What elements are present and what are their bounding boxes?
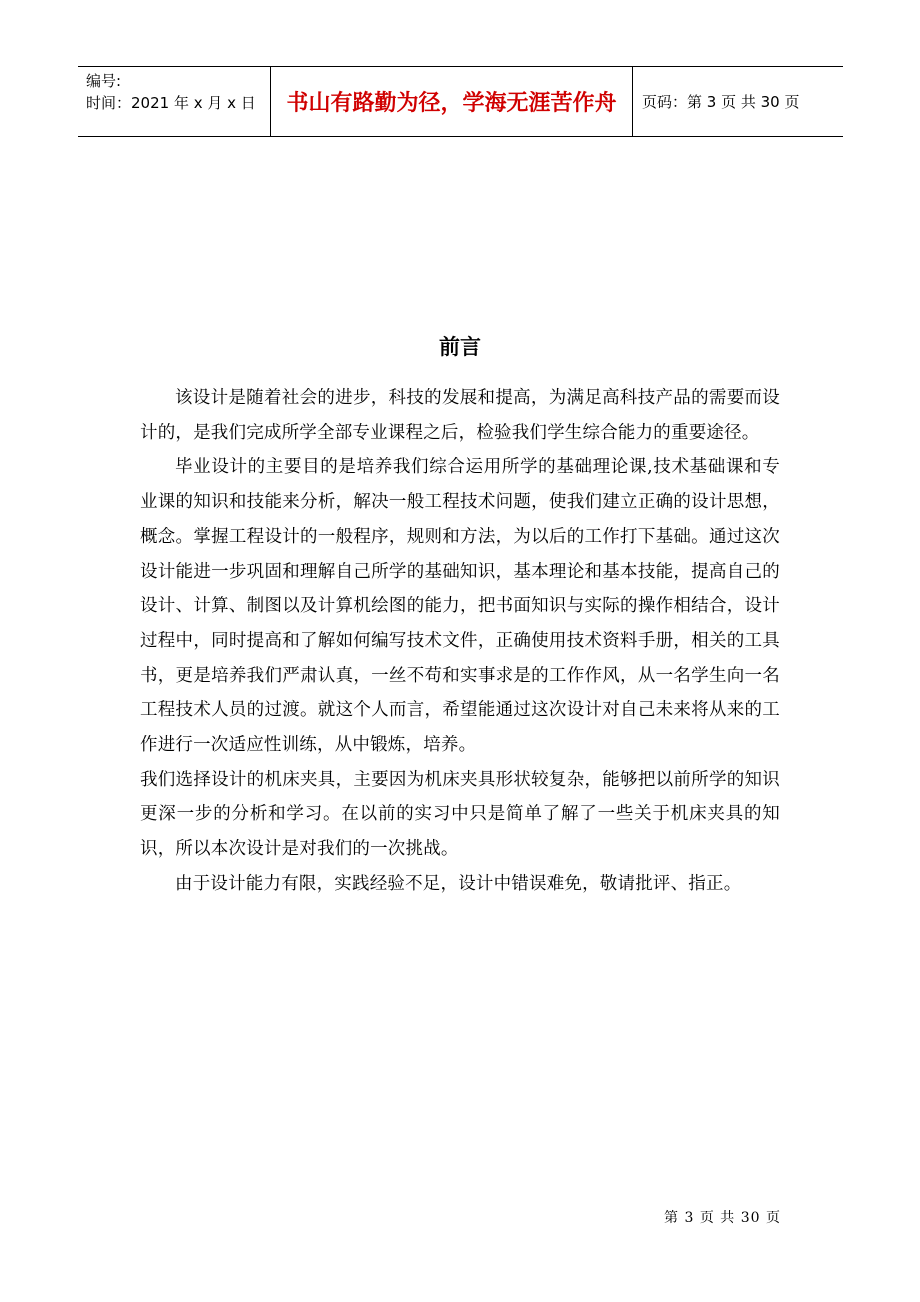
- document-number-label: 编号:: [86, 72, 122, 90]
- document-time-label: 时间：2021 年 x 月 x 日: [86, 94, 256, 112]
- header-motto: 书山有路勤为径，学海无涯苦作舟: [271, 67, 633, 136]
- paragraph-2: 毕业设计的主要目的是培养我们综合运用所学的基础理论课,技术基础课和专业课的知识和技能来分析，解决一般工程技术问题，使我们建立正确的设计思想，概念。掌握工程设计的一般程序，规则和方法，为以后的工作打下基础。通过这次设计能进一步巩固和理解自己所学的基础知识，基本理论和基本技能，提高自己的设计、计算、制图以及计算机绘图的能力，把书面知识与实际的操作相结合，设计过程中，同时提高和了解如何编写技术文件，正确使用技术资料手册，相关的工具书，更是培养我们严肃认真，一丝不苟和实事求是的工作作风，从一名学生向一名工程技术人员的过渡。就这个人而言，希望能通过这次设计对自己未来将从来的工作进行一次适应性训练，从中锻炼，培养。: [140, 457, 780, 756]
- document-body: [140, 381, 780, 902]
- header-page-label: 页码：第 3 页 共 30 页: [642, 93, 800, 111]
- paragraph-3: 我们选择设计的机床夹具，主要因为机床夹具形状较复杂，能够把以前所学的知识更深一步的分析和学习。在以前的实习中只是简单了解了一些关于机床夹具的知识，所以本次设计是对我们的一次挑战。: [140, 769, 780, 860]
- document-title: 前言: [439, 335, 481, 359]
- paragraph-4: 由于设计能力有限，实践经验不足，设计中错误难免，敬请批评、指正。: [175, 873, 742, 894]
- page-header: [78, 66, 843, 137]
- page-footer-number: 第 3 页 共 30 页: [664, 1210, 781, 1226]
- paragraph-1: 该设计是随着社会的进步，科技的发展和提高，为满足高科技产品的需要而设计的，是我们完成所学全部专业课程之后，检验我们学生综合能力的重要途径。: [140, 388, 780, 443]
- header-meta-cell: [78, 67, 271, 136]
